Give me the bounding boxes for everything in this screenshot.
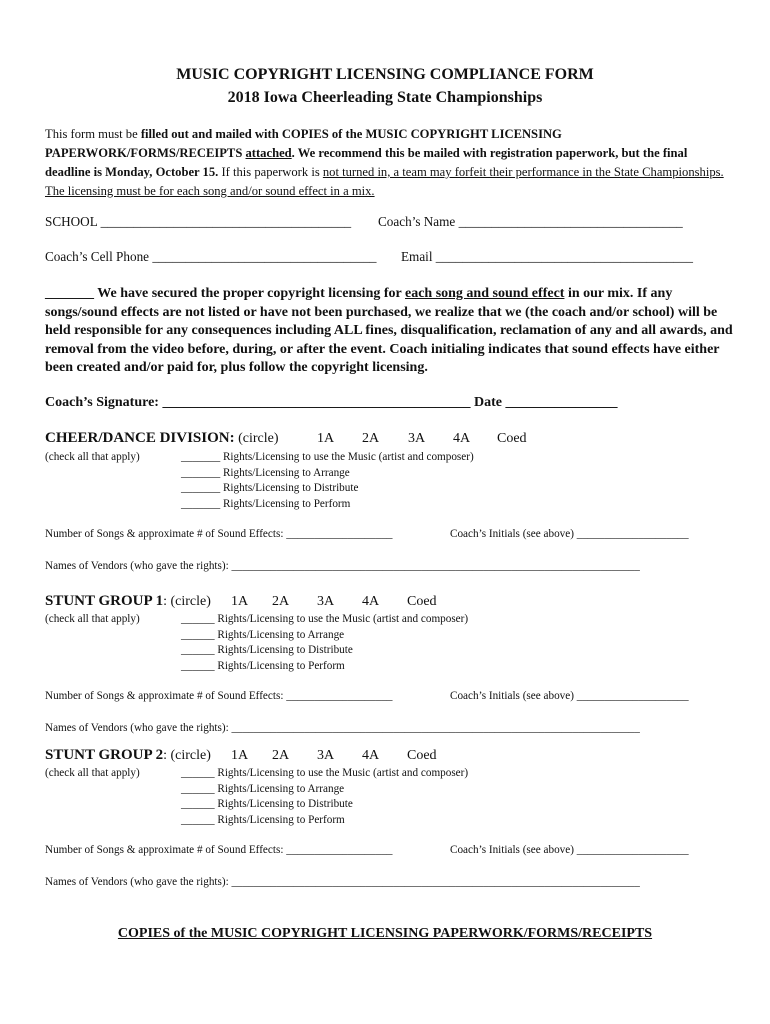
checklist-item[interactable]: ______ Rights/Licensing to Arrange xyxy=(181,782,345,795)
coach-initials-field[interactable]: Coach’s Initials (see above) ____________________ xyxy=(450,690,689,702)
level-3a[interactable]: 3A xyxy=(317,748,335,763)
checklist-item[interactable]: _______ Rights/Licensing to Distribute xyxy=(181,482,359,494)
vendors-field[interactable]: Names of Vendors (who gave the rights): _________________________________________________________________________ xyxy=(45,876,640,888)
coach-initials-field[interactable]: Coach’s Initials (see above) ____________________ xyxy=(450,528,689,540)
check-all-label: (check all that apply) xyxy=(45,451,140,463)
declaration-text-c: in our mix. If any songs/sound effects are not listed or have not been purchased, we realize that we (the coach and/or school) will be held responsible for any consequences including ALL fines, disqualification, reclamation of any and all awards, and removal from the video before, during, or after the event. Coach initialing indicates that sound effects have either been created and/or paid for, plus follow the copyright licensing. xyxy=(45,286,733,375)
intro-text-8: The licensing must be for each song and/or sound effect in a mix. xyxy=(45,184,375,198)
level-coed[interactable]: Coed xyxy=(407,594,437,609)
vendors-field[interactable]: Names of Vendors (who gave the rights): _________________________________________________________________________ xyxy=(45,560,640,572)
intro-text-3: attached xyxy=(245,146,292,160)
level-3a[interactable]: 3A xyxy=(408,431,426,446)
check-all-label: (check all that apply) xyxy=(45,613,140,625)
intro-text-1: This form must be xyxy=(45,127,141,141)
footer-note: COPIES of the MUSIC COPYRIGHT LICENSING PAPERWORK/FORMS/RECEIPTS xyxy=(117,926,653,941)
level-2a[interactable]: 2A xyxy=(272,748,290,763)
section-title: STUNT GROUP 2 xyxy=(45,747,164,763)
date-line[interactable]: ________________ xyxy=(505,395,618,410)
coach-name-field[interactable]: Coach’s Name __________________________________ xyxy=(378,214,683,229)
intro-text-5: If this paperwork is xyxy=(218,165,323,179)
checklist-item[interactable]: _______ Rights/Licensing to Perform xyxy=(181,497,351,510)
declaration-text-a: We have secured the proper copyright licensing for xyxy=(94,286,405,301)
circle-label: : (circle) xyxy=(163,594,211,609)
checklist-item[interactable]: ______ Rights/Licensing to Arrange xyxy=(181,628,345,641)
checklist-item[interactable]: ______ Rights/Licensing to Distribute xyxy=(181,644,353,656)
level-1a[interactable]: 1A xyxy=(317,431,335,446)
level-coed[interactable]: Coed xyxy=(407,748,437,763)
check-all-label: (check all that apply) xyxy=(45,767,140,779)
declaration-paragraph xyxy=(45,285,735,378)
stunt-group-2-heading xyxy=(45,747,211,764)
songs-count-field[interactable]: Number of Songs & approximate # of Sound Effects: ___________________ xyxy=(45,844,393,856)
level-1a[interactable]: 1A xyxy=(231,748,249,763)
intro-text-6: not turned in, a team may forfeit their performance in the State Championships. xyxy=(322,165,724,179)
school-field[interactable]: SCHOOL ______________________________________ xyxy=(45,214,352,229)
level-1a[interactable]: 1A xyxy=(231,594,249,609)
signature-row xyxy=(45,395,617,411)
intro-text-2: filled out and mailed with COPIES of the MUSIC COPYRIGHT LICENSING PAPERWORK/FORMS/RECEIPTS xyxy=(45,127,562,160)
level-4a[interactable]: 4A xyxy=(362,594,380,609)
checklist-item[interactable]: _______ Rights/Licensing to use the Music (artist and composer) xyxy=(181,451,474,463)
circle-label: : (circle) xyxy=(163,748,211,763)
checklist-item[interactable]: ______ Rights/Licensing to Distribute xyxy=(181,798,353,810)
checklist-item[interactable]: ______ Rights/Licensing to Perform xyxy=(181,813,345,826)
intro-paragraph xyxy=(45,125,735,201)
songs-count-field[interactable]: Number of Songs & approximate # of Sound Effects: ___________________ xyxy=(45,528,393,540)
intro-text-4: . We recommend this be mailed with registration paperwork, but the final deadline is Monday, October 15. xyxy=(45,146,688,179)
level-2a[interactable]: 2A xyxy=(362,431,380,446)
checklist-item[interactable]: ______ Rights/Licensing to use the Music (artist and composer) xyxy=(181,767,469,779)
signature-line[interactable]: ____________________________________________ xyxy=(162,395,471,410)
stunt-group-1-heading xyxy=(45,593,211,610)
form-subtitle: 2018 Iowa Cheerleading State Championships xyxy=(227,89,543,106)
checklist-item[interactable]: _______ Rights/Licensing to Arrange xyxy=(181,466,350,479)
date-label: Date xyxy=(473,395,502,410)
coach-initials-field[interactable]: Coach’s Initials (see above) ____________________ xyxy=(450,844,689,856)
form-title: MUSIC COPYRIGHT LICENSING COMPLIANCE FORM xyxy=(176,66,594,83)
section-title: CHEER/DANCE DIVISION: xyxy=(45,430,235,446)
cheer-dance-heading xyxy=(45,430,279,447)
level-4a[interactable]: 4A xyxy=(362,748,380,763)
cell-phone-field[interactable]: Coach’s Cell Phone __________________________________ xyxy=(45,249,377,264)
vendors-field[interactable]: Names of Vendors (who gave the rights): _________________________________________________________________________ xyxy=(45,722,640,734)
circle-label: (circle) xyxy=(238,431,279,446)
email-field[interactable]: Email _______________________________________ xyxy=(401,249,693,264)
checklist-item[interactable]: ______ Rights/Licensing to Perform xyxy=(181,659,345,672)
declaration-text-b: each song and sound effect xyxy=(404,286,565,301)
declaration-initial-blank[interactable]: _______ xyxy=(45,286,94,301)
level-2a[interactable]: 2A xyxy=(272,594,290,609)
level-coed[interactable]: Coed xyxy=(497,431,527,446)
signature-label: Coach’s Signature: xyxy=(45,395,159,410)
section-title: STUNT GROUP 1 xyxy=(45,593,164,609)
level-3a[interactable]: 3A xyxy=(317,594,335,609)
level-4a[interactable]: 4A xyxy=(453,431,471,446)
checklist-item[interactable]: ______ Rights/Licensing to use the Music (artist and composer) xyxy=(181,613,469,625)
songs-count-field[interactable]: Number of Songs & approximate # of Sound Effects: ___________________ xyxy=(45,690,393,702)
